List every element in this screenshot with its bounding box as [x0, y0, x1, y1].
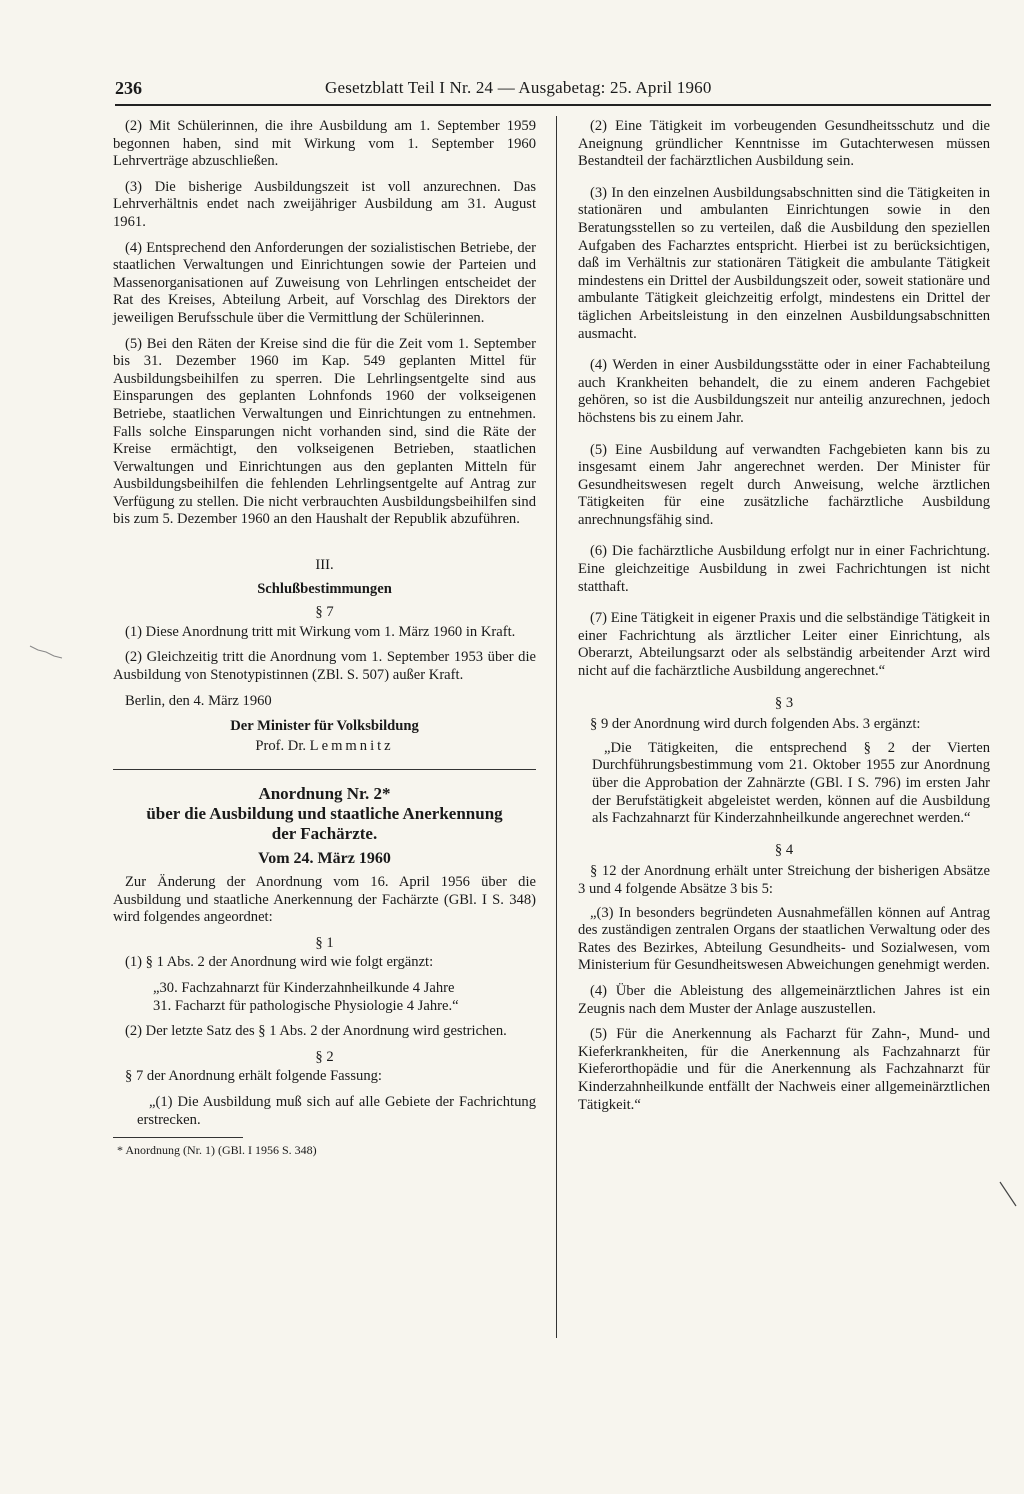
- signature-name-prefix: Prof. Dr.: [255, 737, 310, 754]
- signature-name-line: [113, 738, 536, 756]
- quote-paragraph-7: (7) Eine Tätigkeit in eigener Praxis und die selbständige Tätigkeit in einer Fachrichtung als ärztlicher Leiter einer Einrichtung, als Oberarzt, Abteilungsarzt oder als selbständig arbeitender Arzt wird nicht auf die fachärztliche Ausbildung angerechnet.“: [578, 610, 990, 680]
- pencil-stroke-mark: [998, 1180, 1020, 1210]
- quote-paragraph-4-5: (5) Für die Anerkennung als Facharzt für Zahn-, Mund- und Kieferkrankheiten, für die Anerkennung als Fachzahnarzt für Kieferorthopädie und für die Anerkennung als Fachzahnarzt für Kinderzahnheilkunde entfällt der Nachweis einer allgemeinärztlichen Tätigkeit.“: [578, 1026, 990, 1113]
- paragraph-sign-4: § 4: [774, 841, 794, 858]
- paragraph-5: (5) Bei den Räten der Kreise sind die für die Zeit vom 1. September bis 31. Dezember 1960 im Kap. 549 geplanten Mittel für Ausbildungsbeihilfen zu sperren. Die Lehrlingsentgelte sind aus Einsparungen des geplanten Lohnfonds 1960 der volkseigenen Betriebe, staatlichen Verwaltungen und Einrichtungen zu entnehmen. Falls solche Einsparungen nicht vorhanden sind, sind die Räte der Kreise ermächtigt, den volkseigenen Betrieben, staatlichen Verwaltungen und Einrichtungen aus den geplanten Mitteln für Ausbildungsbeihilfen die fehlenden Lehrlingsentgelte auf Antrag zur Verfügung zu stellen. Die nicht verbrauchten Ausbildungsbeihilfen sind bis zum 5. Dezember 1960 an den Haushalt der Republik abzuführen.: [113, 335, 536, 528]
- quote-paragraph-5: (5) Eine Ausbildung auf verwandten Fachgebieten kann bis zu insgesamt einem Jahr angerechnet werden. Der Minister für Gesundheitswesen regelt durch Anweisung, welche ärztlichen Tätigkeiten für eine zusätzliche fachärztliche Ausbildung anrechnungsfähig sind.: [578, 441, 990, 528]
- right-column: [578, 118, 990, 1128]
- paragraph-2-intro: § 7 der Anordnung erhält folgende Fassung:: [125, 1068, 382, 1085]
- quote-paragraph-2: (2) Eine Tätigkeit im vorbeugenden Gesundheitsschutz und die Aneignung gründlicher Kenntnisse im Gutachterwesen müssen Bestandteil der fachärztlichen Ausbildung sein.: [578, 118, 990, 170]
- quote-paragraph-4: (4) Werden in einer Ausbildungsstätte oder in einer Fachabteilung auch Krankheiten behandelt, die zu einem anderen Fachgebiet gehören, so ist die Ausbildungszeit nur anteilig anzurechnen, jedoch höchstens bis zu einem Jahr.: [578, 357, 990, 426]
- ordinance-title-line-3: der Fachärzte.: [271, 824, 378, 844]
- ordinance-title-line-2: über die Ausbildung und staatliche Anerkennung: [146, 804, 503, 824]
- signature-name: Lemmnitz: [309, 737, 394, 754]
- paragraph-sign-3: § 3: [774, 694, 794, 711]
- paragraph-sign-7: § 7: [315, 604, 334, 621]
- quote-paragraph-1: „(1) Die Ausbildung muß sich auf alle Gebiete der Fachrichtung erstrecken.: [137, 1093, 536, 1128]
- quote-paragraph-3-new: „Die Tätigkeiten, die entsprechend § 2 der Vierten Durchführungsbestimmung vom 21. Oktober 1955 zur Anordnung über die Approbation der Zahnärzte (GBl. I S. 796) im ersten Jahr der Berufstätigkeit abgeleistet werden, können auf die Ausbildung als Fachzahnarzt für Kinderzahnheilkunde angerechnet werden.“: [592, 739, 990, 827]
- signature-place-date: Berlin, den 4. März 1960: [125, 692, 272, 709]
- paragraph-sign-1: § 1: [315, 934, 334, 951]
- left-column: [113, 118, 536, 1168]
- paragraph-7-1: (1) Diese Anordnung tritt mit Wirkung vom 1. März 1960 in Kraft.: [125, 623, 516, 640]
- paragraph-4-intro: § 12 der Anordnung erhält unter Streichung der bisherigen Absätze 3 und 4 folgende Absätze 3 bis 5:: [578, 863, 990, 897]
- paragraph-4: (4) Entsprechend den Anforderungen der sozialistischen Betriebe, der staatlichen Verwaltungen und Einrichtungen sowie der Parteien und Massenorganisationen auf Zuweisung von Lehrlingen entscheidet der Rat des Kreises, Abteilung Arbeit, auf Vorschlag des Direktors der jeweiligen Berufsschule über die Vermittlung der Schülerinnen.: [113, 239, 536, 326]
- quote-line-30: „30. Fachzahnarzt für Kinderzahnheilkunde 4 Jahre: [153, 979, 455, 996]
- column-divider: [556, 116, 557, 1338]
- paragraph-7-2: (2) Gleichzeitig tritt die Anordnung vom 1. September 1953 über die Ausbildung von Stenotypistinnen (ZBl. S. 507) außer Kraft.: [113, 649, 536, 684]
- quote-paragraph-4-3: „(3) In besonders begründeten Ausnahmefällen können auf Antrag des zuständigen zentralen Organs der staatlichen Verwaltung oder des Rates des Bezirkes, Abteilung Gesundheits- und Sozialwesen, vom Ministerium für Gesundheitswesen Abweichungen genehmigt werden.: [578, 904, 990, 974]
- quote-line-31: 31. Facharzt für pathologische Physiologie 4 Jahre.“: [153, 997, 459, 1014]
- section-title: Schlußbestimmungen: [257, 580, 392, 597]
- section-divider: [113, 769, 536, 770]
- signature-title: Der Minister für Volksbildung: [230, 718, 419, 735]
- paragraph-3-intro: § 9 der Anordnung wird durch folgenden Abs. 3 ergänzt:: [590, 716, 921, 733]
- page-number: 236: [115, 78, 142, 98]
- section-number: III.: [315, 557, 334, 574]
- ordinance-title: [113, 784, 536, 844]
- quote-paragraph-4-4: (4) Über die Ableistung des allgemeinärztlichen Jahres ist ein Zeugnis nach dem Muster der Anlage auszustellen.: [578, 982, 990, 1017]
- quote-paragraph-6: (6) Die fachärztliche Ausbildung erfolgt nur in einer Fachrichtung. Eine gleichzeitige Ausbildung in zwei Fachrichtungen ist nicht statthaft.: [578, 543, 990, 595]
- paragraph-3: (3) Die bisherige Ausbildungszeit ist voll anzurechnen. Das Lehrverhältnis endet nach zweijähriger Ausbildung am 31. August 1961.: [113, 178, 536, 230]
- page-header: [115, 74, 991, 106]
- smudge-mark: [28, 640, 68, 660]
- running-head: Gesetzblatt Teil I Nr. 24 — Ausgabetag: 25. April 1960: [325, 78, 712, 97]
- ordinance-intro: Zur Änderung der Anordnung vom 16. April 1956 über die Ausbildung und staatliche Anerkennung der Fachärzte (GBl. I S. 348) wird folgendes angeordnet:: [113, 874, 536, 926]
- quote-paragraph-3: (3) In den einzelnen Ausbildungsabschnitten sind die Tätigkeiten in stationären und ambulanten Einrichtungen sowie in den Beratungsstellen so zu verteilen, daß die Ausbildung den speziellen Aufgaben des Facharztes entspricht. Hierbei ist zu berücksichtigen, daß im Verhältnis zur stationären Tätigkeit die ambulante Tätigkeit mindestens ein Drittel der Ausbildungszeit oder, soweit stationäre und ambulante Tätigkeit gleichzeitig erfolgt, mindestens ein Drittel der täglichen Arbeitsleistung in den einzelnen Ausbildungsabschnitten ausmacht.: [578, 184, 990, 342]
- ordinance-date: Vom 24. März 1960: [258, 850, 391, 868]
- paragraph-sign-2: § 2: [315, 1048, 334, 1065]
- ordinance-title-line-1: Anordnung Nr. 2*: [258, 784, 391, 804]
- footnote-rule: [113, 1137, 243, 1138]
- paragraph-1-1: (1) § 1 Abs. 2 der Anordnung wird wie folgt ergänzt:: [125, 954, 434, 971]
- paragraph-1-2: (2) Der letzte Satz des § 1 Abs. 2 der Anordnung wird gestrichen.: [125, 1023, 507, 1040]
- footnote: * Anordnung (Nr. 1) (GBl. I 1956 S. 348): [117, 1143, 317, 1158]
- paragraph-2: (2) Mit Schülerinnen, die ihre Ausbildung am 1. September 1959 begonnen haben, sind mit Wirkung vom 1. September 1960 Lehrverträge abzuschließen.: [113, 118, 536, 170]
